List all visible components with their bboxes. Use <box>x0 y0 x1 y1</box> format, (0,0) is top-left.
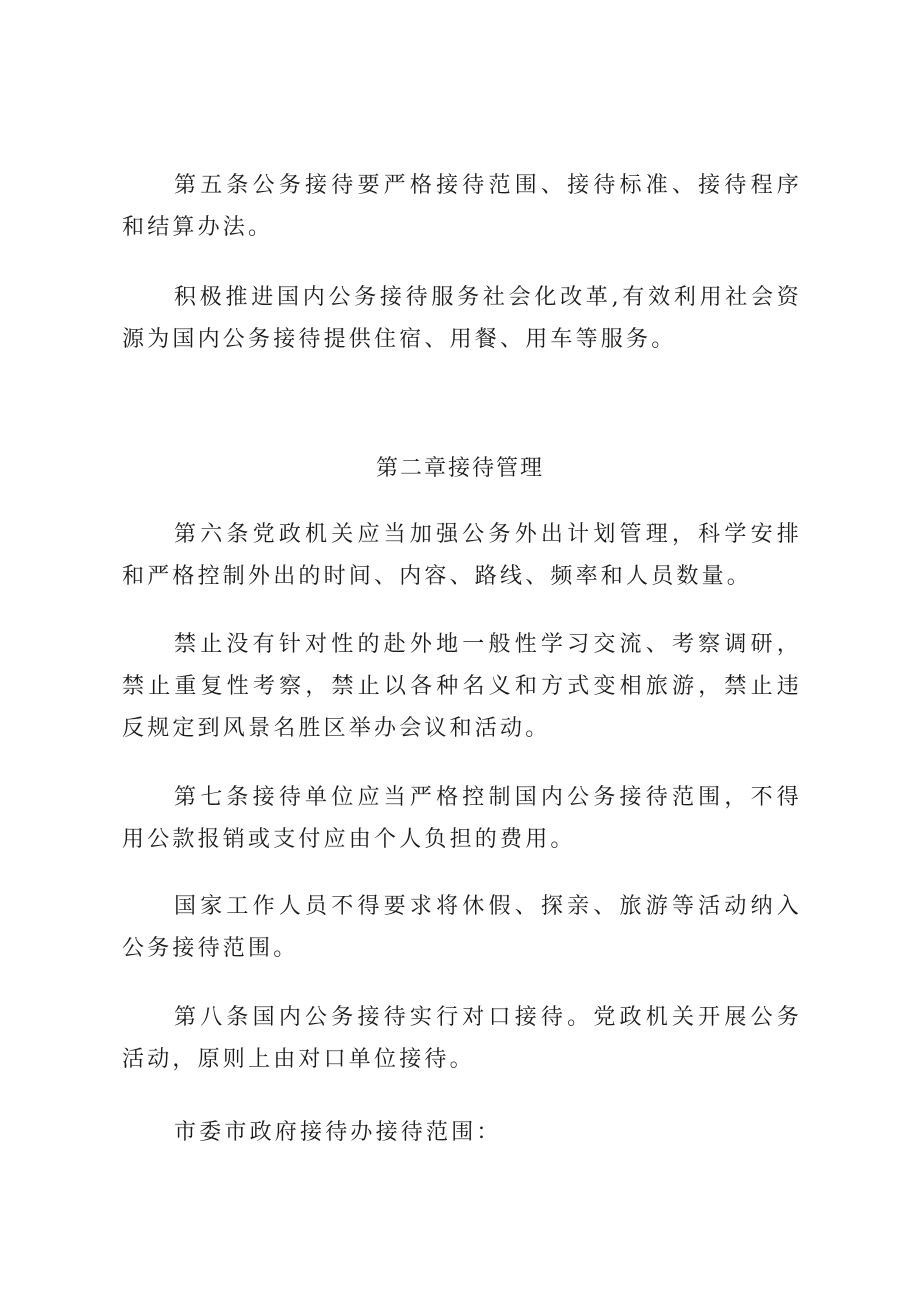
reception-scope-paragraph: 市委市政府接待办接待范围： <box>174 1120 502 1145</box>
prohibition-paragraph: 禁止没有针对性的赴外地一般性学习交流、考察调研，禁止重复性考察，禁止以各种名义和方式变相旅游，禁止违反规定到风景名胜区举办会议和活动。 <box>122 632 802 741</box>
staff-restriction-paragraph: 国家工作人员不得要求将休假、探亲、旅游等活动纳入公务接待范围。 <box>122 894 802 961</box>
article-6-paragraph: 第六条党政机关应当加强公务外出计划管理，科学安排和严格控制外出的时间、内容、路线、频率和人员数量。 <box>122 522 802 589</box>
article-5-paragraph: 第五条公务接待要严格接待范围、接待标准、接待程序和结算办法。 <box>122 173 802 240</box>
article-8-paragraph: 第八条国内公务接待实行对口接待。党政机关开展公务活动，原则上由对口单位接待。 <box>122 1005 802 1072</box>
socialization-reform-paragraph: 积极推进国内公务接待服务社会化改革,有效利用社会资源为国内公务接待提供住宿、用餐、用车等服务。 <box>122 285 802 352</box>
chapter-heading: 第二章接待管理 <box>375 456 544 481</box>
article-7-paragraph: 第七条接待单位应当严格控制国内公务接待范围，不得用公款报销或支付应由个人负担的费用。 <box>122 785 802 852</box>
